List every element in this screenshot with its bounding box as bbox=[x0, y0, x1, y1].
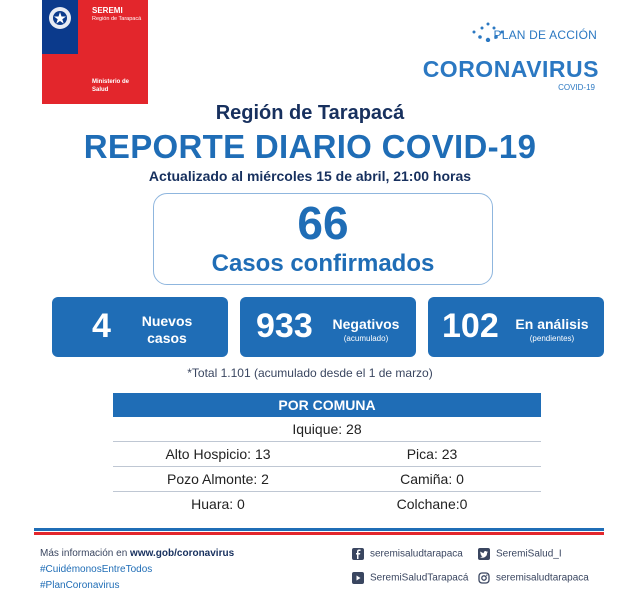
table-cell: Colchane:0 bbox=[396, 496, 468, 512]
analysis-sub: (pendientes) bbox=[529, 334, 575, 343]
plan-coronavirus-logo bbox=[420, 18, 605, 92]
divider-blue bbox=[34, 528, 604, 531]
new-cases-label2: casos bbox=[147, 330, 187, 346]
twitter-link[interactable] bbox=[478, 548, 562, 560]
updated-text: Actualizado al miércoles 15 de abril, 21:00 horas bbox=[148, 168, 472, 184]
youtube-icon bbox=[352, 572, 364, 584]
analysis-card bbox=[428, 297, 604, 357]
logo-region: Región de Tarapacá bbox=[92, 16, 142, 22]
plan-line2: CORONAVIRUS bbox=[422, 56, 599, 82]
negatives-card bbox=[240, 297, 416, 357]
confirmed-label: Casos confirmados bbox=[211, 250, 435, 277]
facebook-icon bbox=[352, 548, 364, 560]
table-cell: Iquique: 28 bbox=[292, 421, 362, 437]
table-cell: Pozo Almonte: 2 bbox=[167, 471, 269, 487]
new-cases-card bbox=[52, 297, 228, 357]
table-cell: Huara: 0 bbox=[191, 496, 245, 512]
footer-info-link[interactable]: www.gob/coronavirus bbox=[130, 548, 235, 559]
seremi-logo bbox=[42, 0, 148, 104]
analysis-label: En análisis bbox=[515, 316, 589, 332]
new-cases-label1: Nuevos bbox=[141, 313, 193, 329]
table-cell: Pica: 23 bbox=[406, 446, 458, 462]
coat-of-arms-icon bbox=[46, 4, 74, 32]
comuna-table bbox=[113, 393, 541, 516]
region-heading: Región de Tarapacá bbox=[215, 102, 405, 124]
instagram-link[interactable] bbox=[478, 572, 589, 584]
comuna-table-header: POR COMUNA bbox=[113, 393, 541, 417]
logo-title: SEREMI bbox=[92, 6, 123, 15]
facebook-handle: seremisaludtarapaca bbox=[370, 548, 463, 560]
total-note: *Total 1.101 (acumulado desde el 1 de marzo) bbox=[187, 366, 433, 380]
footer-info-prefix: Más información en bbox=[40, 548, 131, 559]
negatives-sub: (acumulado) bbox=[343, 334, 389, 343]
new-cases-value: 4 bbox=[92, 307, 111, 345]
negatives-label: Negativos bbox=[332, 316, 400, 332]
table-row bbox=[113, 417, 541, 442]
table-row bbox=[113, 492, 541, 516]
confirmed-value: 66 bbox=[297, 197, 349, 249]
logo-ministerio: Ministerio de Salud bbox=[92, 79, 130, 93]
footer-tag2[interactable]: #PlanCoronavirus bbox=[40, 580, 120, 591]
table-row bbox=[113, 467, 541, 492]
report-title: REPORTE DIARIO COVID-19 bbox=[83, 128, 537, 165]
footer-tag1[interactable]: #CuidémonosEntreTodos bbox=[40, 564, 153, 575]
divider-red bbox=[34, 532, 604, 535]
plan-line1: PLAN DE ACCIÓN bbox=[493, 28, 597, 42]
instagram-handle: seremisaludtarapaca bbox=[496, 572, 589, 584]
analysis-value: 102 bbox=[442, 307, 499, 345]
instagram-icon bbox=[478, 572, 490, 584]
negatives-value: 933 bbox=[256, 307, 313, 345]
table-cell: Camiña: 0 bbox=[400, 471, 464, 487]
plan-line3: COVID-19 bbox=[558, 83, 595, 92]
twitter-handle: SeremiSalud_I bbox=[496, 548, 562, 560]
youtube-link[interactable] bbox=[352, 572, 468, 584]
youtube-handle: SeremiSaludTarapacá bbox=[370, 572, 469, 584]
table-cell: Alto Hospicio: 13 bbox=[165, 446, 271, 462]
confirmed-cases-box bbox=[153, 193, 493, 285]
footer-info bbox=[40, 548, 234, 559]
table-row bbox=[113, 442, 541, 467]
twitter-icon bbox=[478, 548, 490, 560]
facebook-link[interactable] bbox=[352, 548, 463, 560]
